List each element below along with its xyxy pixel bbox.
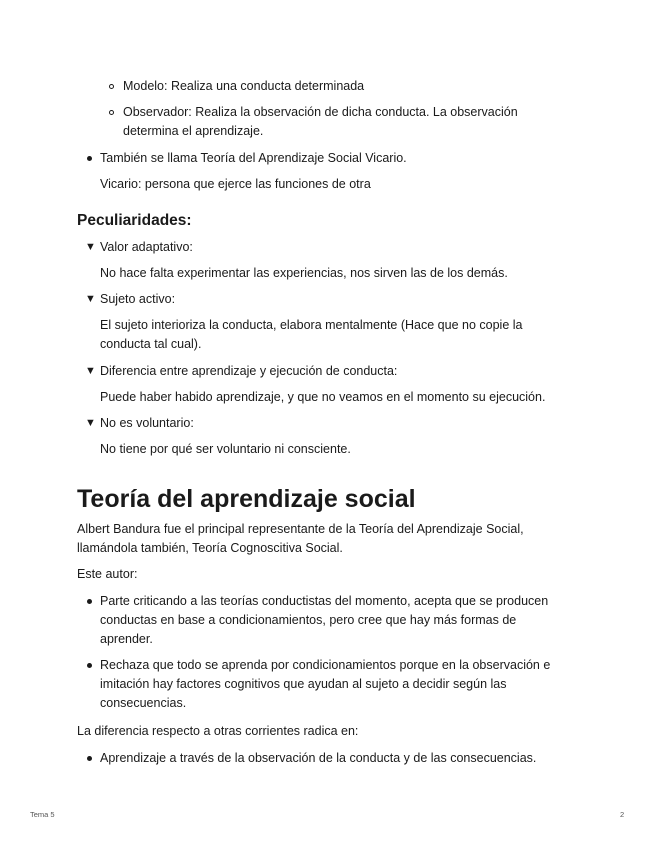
- difference-label: La diferencia respecto a otras corrientes radica en:: [77, 724, 359, 738]
- toggle-diferencia[interactable]: Diferencia entre aprendizaje y ejecución de conducta:: [100, 364, 398, 378]
- footer-page-number: 2: [620, 810, 625, 819]
- bullet-icon: [87, 663, 92, 668]
- toggle-sujeto-activo[interactable]: Sujeto activo:: [100, 292, 176, 306]
- toggle-content: Puede haber habido aprendizaje, y que no veamos en el momento su ejecución.: [100, 390, 546, 404]
- intro-line: llamándola también, Teoría Cognoscitiva Social.: [77, 541, 343, 555]
- bullet-icon: [87, 599, 92, 604]
- sub-list-item-observador: Observador: Realiza la observación de dicha conducta. La observación: [123, 105, 518, 119]
- sub-bullet-icon: [109, 110, 114, 115]
- toggle-triangle-icon[interactable]: ▼: [85, 365, 96, 377]
- toggle-triangle-icon[interactable]: ▼: [85, 293, 96, 305]
- intro-line: Albert Bandura fue el principal representante de la Teoría del Aprendizaje Social,: [77, 522, 524, 536]
- toggle-valor-adaptativo[interactable]: Valor adaptativo:: [100, 240, 193, 254]
- toggle-content: No hace falta experimentar las experiencias, nos sirven las de los demás.: [100, 266, 508, 280]
- author-point-line: imitación hay factores cognitivos que ayudan al sujeto a decidir según las: [100, 677, 507, 691]
- list-item-vicario-note: Vicario: persona que ejerce las funciones de otra: [100, 177, 371, 191]
- sub-list-item-observador-cont: determina el aprendizaje.: [123, 124, 264, 138]
- list-item-vicario: También se llama Teoría del Aprendizaje Social Vicario.: [100, 151, 407, 165]
- sub-list-item-modelo: Modelo: Realiza una conducta determinada: [123, 79, 365, 93]
- sub-bullet-icon: [109, 84, 114, 89]
- toggle-content: No tiene por qué ser voluntario ni consciente.: [100, 442, 351, 456]
- author-point-line: conductas en base a condicionamientos, pero cree que hay más formas de: [100, 613, 517, 627]
- toggle-triangle-icon[interactable]: ▼: [85, 417, 96, 429]
- bullet-icon: [87, 756, 92, 761]
- toggle-no-es-voluntario[interactable]: No es voluntario:: [100, 416, 194, 430]
- section-title: Teoría del aprendizaje social: [77, 485, 416, 513]
- toggle-triangle-icon[interactable]: ▼: [85, 241, 96, 253]
- footer-topic: Tema 5: [30, 810, 55, 819]
- toggle-content: El sujeto interioriza la conducta, elabora mentalmente (Hace que no copie la: [100, 318, 523, 332]
- toggle-content: conducta tal cual).: [100, 337, 202, 351]
- author-label: Este autor:: [77, 567, 138, 581]
- author-point-line: consecuencias.: [100, 696, 187, 710]
- bullet-icon: [87, 156, 92, 161]
- author-point-line: aprender.: [100, 632, 153, 646]
- peculiaridades-heading: Peculiaridades:: [77, 212, 192, 229]
- author-point-line: Parte criticando a las teorías conductistas del momento, acepta que se producen: [100, 594, 549, 608]
- difference-point: Aprendizaje a través de la observación de la conducta y de las consecuencias.: [100, 751, 537, 765]
- author-point-line: Rechaza que todo se aprenda por condicionamientos porque en la observación e: [100, 658, 551, 672]
